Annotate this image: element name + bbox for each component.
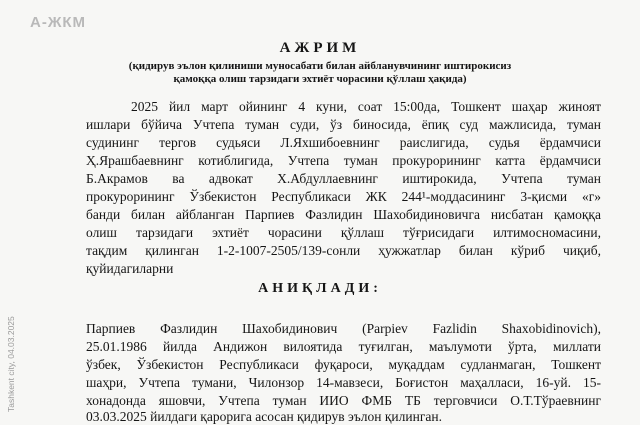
subtitle-line-1: (қидирув эълон қилиниши муносабати билан айбланувчининг иштирокисиз — [128, 60, 512, 72]
margin-note: Tashkent city, 04.03.2025 — [6, 316, 16, 412]
intro-line: прокурорининг Ўзбекистон Республикаси ЖК 244¹-моддасининг 3-қисми «г» — [86, 189, 601, 204]
body-line: 03.03.2025 йилдаги қарорига асосан қидирув эълон қилинган. — [86, 409, 442, 424]
body-line: хонадонда яшовчи, Учтепа туман ИИО ФМБ ТБ терговчиси О.Т.Тўраевнинг — [86, 393, 601, 408]
faded-stamp: А-ЖКМ — [30, 14, 87, 31]
intro-line: 2025 йил март ойининг 4 куни, соат 15:00да, Тошкент шаҳар жиноят — [131, 99, 601, 114]
body-line: Парпиев Фазлидин Шахобидинович (Parpiev Fazlidin Shaxobidinovich), — [86, 321, 601, 336]
intro-line: қуйидагиларни — [86, 261, 174, 276]
section-heading: АНИҚЛАДИ: — [258, 281, 382, 296]
document-title: АЖРИМ — [279, 40, 361, 56]
subtitle-line-2: қамоққа олиш тарзидаги эхтиёт чорасини қўллаш ҳақида) — [173, 73, 467, 85]
intro-line: ишлари бўйича Учтепа туман суди, ўз биносида, ёпиқ суд мажлисида, туман — [86, 117, 601, 132]
body-line: 25.01.1986 йилда Андижон вилоятида туғилган, маълумоти ўрта, миллати — [86, 339, 601, 354]
intro-line: тақдим қилинган 1-2-1007-2505/139-сонли ҳужжатлар билан кўриб чиқиб, — [86, 243, 601, 258]
body-line: шаҳри, Учтепа тумани, Чилонзор 14-мавзеси, Боғистон маҳалласи, 16-уй. 15- — [86, 375, 601, 390]
intro-line: олиш тарзидаги эхтиёт чорасини қўллаш тўғрисидаги илтимосномасини, — [86, 225, 601, 240]
body-line: ўзбек, Ўзбекистон Республикаси фуқароси, муқаддам судланмаган, Тошкент — [86, 357, 601, 372]
intro-line: судининг тергов судьяси Л.Яхшибоевнинг раислигида, судья ёрдамчиси — [86, 135, 601, 150]
intro-line: Ҳ.Ярашбаевнинг котиблигида, Учтепа туман прокурорининг катта ёрдамчиси — [86, 153, 601, 168]
intro-line: банди билан айбланган Парпиев Фазлидин Шахобидиновичга нисбатан қамоққа — [86, 207, 601, 222]
intro-line: Б.Акрамов ва адвокат Х.Абдуллаевнинг иштирокида, Учтепа туман — [86, 171, 601, 186]
